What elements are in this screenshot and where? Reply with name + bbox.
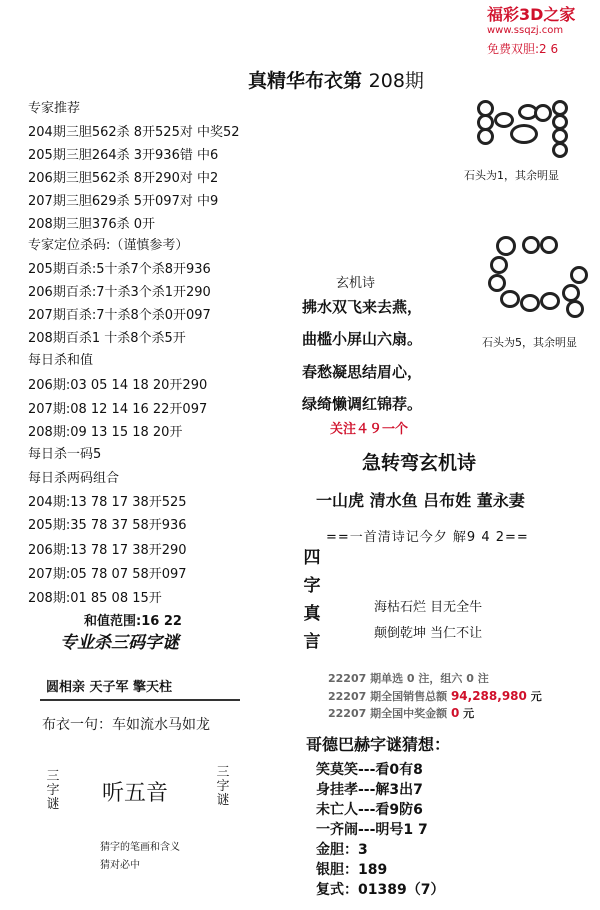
expert-line: 208期三胆376杀 0开 [28,217,156,232]
pro-kill-title: 专业杀三码字谜 [60,633,179,653]
sum-range: 和值范围:16 22 [84,614,182,629]
xuanji-line: 绿绮懒调红锦荐。 [302,395,423,413]
sizi-label: 四字真言 [303,548,321,652]
daily-two-line: 207期:05 78 07 58开097 [28,567,187,582]
stat-line-2 [328,688,542,704]
position-kill-line: 206期百杀:7十杀3个杀1开290 [28,285,211,300]
daily-two-line: 206期:13 78 17 38开290 [28,543,187,558]
position-kill-heading: 专家定位杀码:（谨慎参考） [28,238,189,253]
jizhuan-poem-line: ==一首清诗记今夕 解9 4 2== [326,530,529,545]
follow-line: 关注４９一个 [330,422,409,437]
expert-heading: 专家推荐 [28,101,81,116]
daily-two-line: 205期:35 78 37 58开936 [28,518,187,533]
sizi-line: 海枯石烂 目无全牛 [374,600,483,615]
stone-icon [510,124,538,144]
stat-amount: 94,288,980 [450,689,527,703]
stone-icon [488,274,506,292]
stone-icon [562,284,580,302]
stone-caption-1: 石头为1，其余明显 [464,169,559,182]
buyi-line: 布衣一句：车如流水马如龙 [42,717,210,733]
stat-amount: 0 [450,706,460,720]
riddle-side-left: 三字谜 [46,769,60,812]
stone-icon [566,300,584,318]
stone-icon [522,236,540,254]
stone-icon [490,256,508,274]
stone-icon [520,294,540,312]
jizhuan-names: 一山虎 清水鱼 吕布姓 董永妻 [316,491,525,510]
position-kill-line: 207期百杀:7十杀8个杀0开097 [28,308,211,323]
logo-name: 福彩3D之家 [487,5,576,24]
position-kill-line: 205期百杀:5十杀7个杀8开936 [28,262,211,277]
free-pair: 免费双胆:2 6 [487,42,559,56]
stone-icon [494,112,514,128]
sizi-line: 颠倒乾坤 当仁不让 [374,626,483,641]
gede-line: 银胆：189 [316,862,388,878]
stat-label: 22207 期全国中奖金额 [328,707,448,720]
stone-icon [570,266,588,284]
jizhuan-title: 急转弯玄机诗 [362,452,477,474]
gede-line: 复式：01389（7） [316,882,445,898]
stone-icon [534,104,552,122]
stone-icon [552,142,568,158]
expert-line: 206期三胆562杀 8开290对 中2 [28,171,219,186]
daily-two-heading: 每日杀两码组合 [28,471,120,486]
daily-sum-line: 206期:03 05 14 18 20开290 [28,378,208,393]
xuanji-line: 拂水双飞来去燕， [302,298,423,316]
title-issue: 208期 [368,70,424,92]
position-kill-line: 208期百杀1 十杀8个杀5开 [28,331,186,346]
yuan-line: 圆相亲 天子军 擎天柱 [40,672,240,701]
site-logo [487,2,597,57]
gede-line: 未亡人---看9防6 [316,802,423,818]
stone-icon [500,290,520,308]
stone-icon [496,236,516,256]
title-text: 真精华布衣第 [248,70,363,92]
riddle-side-right: 三字谜 [216,765,230,808]
xuanji-line: 曲槛小屏山六扇。 [302,330,423,348]
logo-url: www.ssqzj.com [487,25,564,36]
stat-line-3 [328,705,474,721]
stone-icon [540,236,558,254]
gede-line: 笑莫笑---看0有8 [316,762,423,778]
daily-sum-line: 207期:08 12 14 16 22开097 [28,402,208,417]
expert-line: 205期三胆264杀 3开936错 中6 [28,148,219,163]
daily-one-line: 每日杀一码5 [28,447,102,462]
stone-icon [477,128,494,145]
expert-line: 204期三胆562杀 8开525对 中奖52 [28,125,240,140]
gede-line: 一齐闹---明号1 7 [316,822,428,838]
gede-line: 身挂孝---解3出7 [316,782,423,798]
page-title [248,66,424,93]
daily-sum-heading: 每日杀和值 [28,353,94,368]
stat-label: 22207 期全国销售总额 [328,690,448,703]
gede-line: 金胆：3 [316,842,368,858]
daily-sum-line: 208期:09 13 15 18 20开 [28,425,183,440]
stat-line-1: 22207 期单选 0 注，组六 0 注 [328,672,489,685]
daily-two-line: 204期:13 78 17 38开525 [28,495,187,510]
xuanji-heading: 玄机诗 [336,276,376,291]
gede-heading: 哥德巴赫字谜猜想： [306,735,451,754]
stone-icon [540,292,560,310]
stone-caption-2: 石头为5，其余明显 [482,336,577,349]
riddle-hint: 猜字的笔画和含义 [100,842,180,853]
xuanji-line: 春愁凝思结眉心， [302,363,423,381]
riddle-hint: 猜对必中 [100,860,140,871]
riddle-center: 听五音 [102,781,169,806]
expert-line: 207期三胆629杀 5开097对 中9 [28,194,219,209]
stat-unit: 元 [530,690,542,703]
daily-two-line: 208期:01 85 08 15开 [28,591,162,606]
stat-unit: 元 [463,707,475,720]
